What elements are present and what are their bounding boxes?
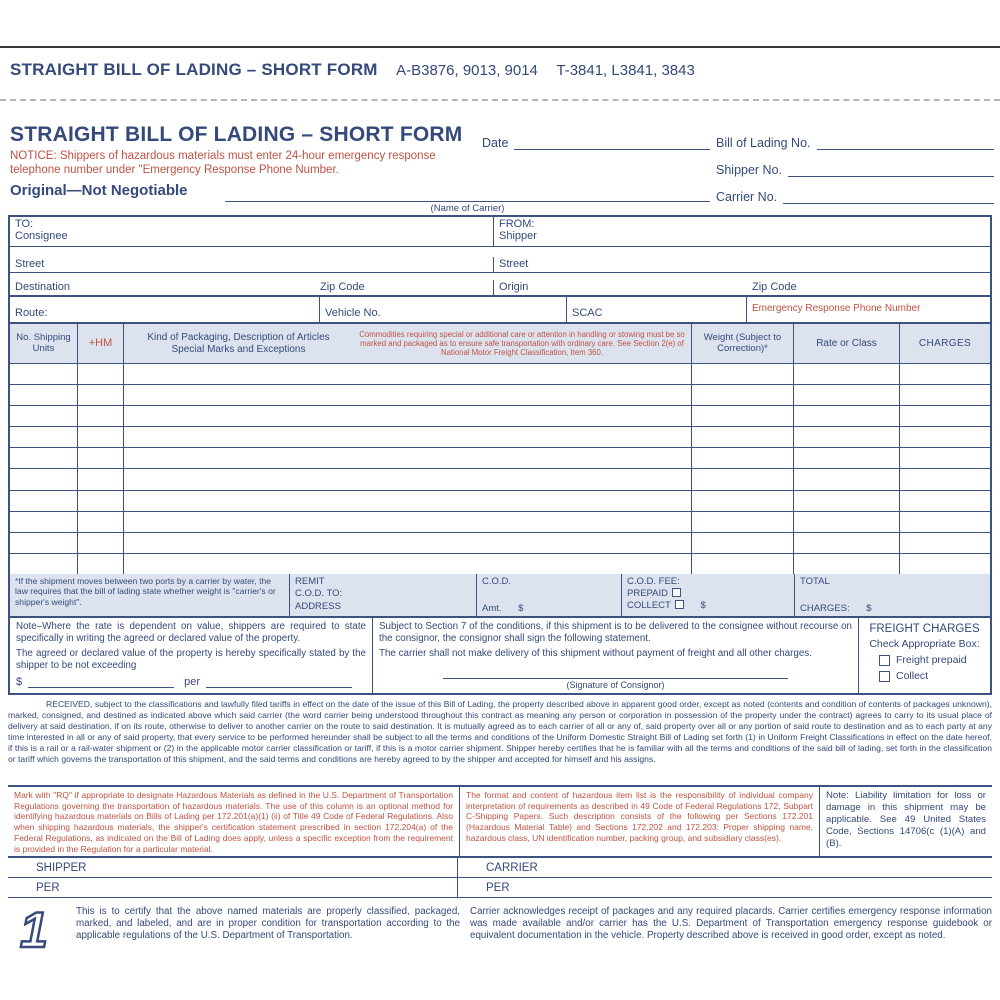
declared-value-cell [10,618,373,693]
col-rate-or-class: Rate or Class [794,324,900,363]
shipper-street-cell[interactable] [494,257,990,272]
amt-label: Amt. [482,603,502,614]
value-section [8,618,992,695]
date-label: Date [482,136,509,150]
table-row[interactable] [10,406,990,427]
name-of-carrier-field[interactable] [225,180,710,202]
section7-cell [373,618,859,693]
table-body [10,364,990,574]
col-description [124,324,692,363]
bill-of-lading-no-label: Bill of Lading No. [716,136,811,150]
col-description-line2: Special Marks and Exceptions [171,343,306,355]
total-charges-label: CHARGES: [800,603,850,614]
consignee-street-cell[interactable] [10,257,494,272]
col-description-red-note: Commodities requiring special or additional care or attention in handling or stowing must be so marked and packaged as to ensure safe transportation with ordinary care. See Section 2(e) of National Motor Freight Classification, Item 360. [359,329,685,358]
value-note: Note–Where the rate is dependent on value, shippers are required to state specifically in writing the agreed or declared value of the property. [16,621,366,644]
total-label: TOTAL [800,576,830,587]
value-currency-symbol: $ [16,676,23,688]
section7-statement: The carrier shall not make delivery of this shipment without payment of freight and all other charges. [379,648,812,660]
per-unit-field[interactable] [206,677,352,688]
consignee-cell[interactable] [10,217,494,246]
carrier-per-label: PER [486,881,510,894]
address-grid [8,215,992,322]
commodities-table [8,322,992,576]
freight-charges-title: FREIGHT CHARGES [869,623,980,635]
consignee-label: Consignee [15,230,68,242]
stub-title: STRAIGHT BILL OF LADING – SHORT FORM [10,60,378,79]
hazmat-rq-note: Mark with "RQ" if appropriate to designate Hazardous Materials as defined in the U.S. Department of Transportation Regulations governing the transportation of hazardous materials. The use of this column is an optional method for identifying hazardous materials on Bills of Lading per 172.201(a)(1) (ii) of Title 49 Code of Federal Regulations. Also when shipping hazardous materials, the shipper's certification statement prescribed in section 172.204(a) of the Federal Regulations, as indicated on the Bill of Lading does apply, unless a specific exception from the requirement is provided in the Regulation for a particular material. [8,787,460,856]
table-row[interactable] [10,364,990,385]
shipper-certification-text: This is to certify that the above named materials are properly classified, packaged, marked, and labeled, and are in proper condition for transportation according to the applicable regulations of the U.S. Department of Transportation. [76,906,460,941]
carrier-acknowledgement-text: Carrier acknowledges receipt of packages and any required placards. Carrier certifies emergency response information was made available and/or carrier has the U.S. Department of Transportation emergency response guidebook or equivalent documentation in the vehicle. Property described above is received in good order, except as noted. [470,906,992,941]
consignor-signature-field[interactable] [443,667,788,679]
total-charges-cell[interactable] [795,574,990,616]
table-row[interactable] [10,512,990,533]
stub-form-numbers-a: A-B3876, 9013, 9014 [396,62,538,79]
table-header [10,324,990,364]
col-charges: CHARGES [918,337,972,349]
shipper-no-label: Shipper No. [716,163,783,177]
cod-amount-cell[interactable] [477,574,622,616]
destination-cell[interactable] [10,280,494,295]
shipper-signature-cell[interactable] [8,858,458,877]
col-hm: +HM [78,324,124,363]
section7-clause: Subject to Section 7 of the conditions, if this shipment is to be delivered to the consignee without recourse on the consignor, the consignor shall sign the following statement. [379,621,852,644]
hazmat-format-note: The format and content of hazardous item list is the responsibility of individual company interpretation of requirements as described in 49 Code of Federal Regulations 172, Subpart C-Shipping Papers. Such description consists of the following per Sections 172.201 (Hazardous Material Table) and Sections 172.202 and 172.203: Proper shipping name, hazardous class, UN identification number, packing group, and subsidiary class(es). [460,787,820,856]
freight-charges-cell [859,618,990,693]
zip-right-label: Zip Code [752,281,797,293]
collect-checkbox[interactable] [675,600,684,609]
copy-number-glyph [16,903,60,955]
carrier-no-field[interactable] [783,191,994,204]
emergency-phone-label: Emergency Response Phone Number [752,302,921,314]
liability-note: Note: Liability limitation for loss or damage in this shipment may be applicable. See 49 United States Code, Sections 14706(c (1)(A) and (B). [826,790,986,850]
to-label: TO: [15,218,34,230]
consignor-signature-block [443,667,788,690]
vehicle-no-cell[interactable] [320,297,567,322]
cod-fee-label: C.O.D. FEE: [627,576,680,587]
cod-fee-cell [622,574,795,616]
freight-prepaid-label: Freight prepaid [896,654,967,666]
name-of-carrier-caption: (Name of Carrier) [430,203,505,214]
shipper-row-label: SHIPPER [36,861,87,874]
carrier-per-cell[interactable] [458,878,992,897]
declared-value-field[interactable] [28,677,174,688]
freight-collect-label: Collect [896,670,929,682]
water-shipment-note: *If the shipment moves between two ports by a carrier by water, the law requires that the bill of lading state whether weight is "carrier's or shipper's weight". [10,574,290,616]
route-cell[interactable] [10,297,320,322]
origin-cell[interactable] [494,280,990,295]
declared-value-line [16,676,352,688]
amt-currency-symbol: $ [518,603,524,614]
page-title: STRAIGHT BILL OF LADING – SHORT FORM [10,123,463,146]
table-row[interactable] [10,427,990,448]
shipper-per-label: PER [36,881,60,894]
form-stub-header [10,60,695,80]
shipper-per-cell[interactable] [8,878,458,897]
route-label: Route: [15,307,48,319]
hazmat-notes [8,785,992,858]
col-description-line1: Kind of Packaging, Description of Articles [147,332,330,344]
remit-label: REMIT [295,576,325,587]
shipper-label: Shipper [499,230,537,242]
scac-label: SCAC [572,307,603,319]
value-statement: The agreed or declared value of the property is hereby specifically stated by the shipper to be not exceeding [16,648,366,671]
total-currency-symbol: $ [866,603,872,614]
perforation-line [0,99,1000,101]
original-not-negotiable-label: Original—Not Negotiable [10,182,188,199]
collect-label: COLLECT [627,599,671,611]
date-field[interactable] [514,137,710,150]
shipper-cell[interactable] [494,217,990,246]
consignor-signature-caption: (Signature of Consignor) [566,680,665,690]
emergency-phone-cell[interactable] [747,297,990,322]
prepaid-checkbox[interactable] [672,588,681,597]
table-row[interactable] [10,491,990,512]
freight-prepaid-option [879,654,984,666]
cod-label: C.O.D. [482,576,512,587]
carrier-no-row [716,190,994,204]
cod-band [8,574,992,618]
bill-of-lading-no-field[interactable] [817,137,994,150]
name-of-carrier-block [225,180,710,214]
freight-prepaid-checkbox[interactable] [879,655,890,666]
carrier-row-label: CARRIER [486,861,538,874]
zip-left-label: Zip Code [320,281,365,293]
scac-cell[interactable] [567,297,747,322]
shipper-no-field[interactable] [788,164,994,177]
table-row[interactable] [10,533,990,554]
prepaid-label: PREPAID [627,587,669,599]
freight-collect-checkbox[interactable] [879,671,890,682]
freight-charges-subtitle: Check Appropriate Box: [869,638,980,650]
per-label: per [184,676,201,688]
carrier-no-label: Carrier No. [716,190,778,204]
cod-to-label: C.O.D. TO: [295,588,343,600]
table-row[interactable] [10,385,990,406]
fee-currency-symbol: $ [700,599,706,611]
date-row [482,136,710,150]
col-description-title [126,332,351,354]
vehicle-no-label: Vehicle No. [325,307,381,319]
col-weight: Weight (Subject to Correction)* [692,324,794,363]
table-row[interactable] [10,554,990,574]
table-row[interactable] [10,469,990,490]
hazmat-notice: NOTICE: Shippers of hazardous materials must enter 24-hour emergency response telephone number under "Emergency Response Phone Number. [10,150,436,177]
remit-cod-cell[interactable] [290,574,477,616]
copy-number-text: 1 [20,903,48,955]
copy-number [16,903,60,960]
received-clause: RECEIVED, subject to the classifications and lawfully filed tariffs in effect on the date of the issue of this Bill of Lading, the property described above in apparent good order, except as noted (contents and condition of contents of packages unknown), marked, consigned, and destined as indicated above which said carrier (the word carrier being understood throughout this contract as meaning any person or corporation in possession of the property under the contract) agrees to carry to its usual place of delivery at said destination, if on its route, otherwise to deliver to another carrier on the route to said destination. It is mutually agreed as to each carrier of all or any of, said property over all or any portion of said route to destination and as to each party at any time interested in all or any of said property, that every service to be performed hereunder shall be subject to all the terms and conditions of the Uniform Domestic Straight Bill of Lading set forth (1) in Uniform Freight Classifications in effect on the date hereof, if this is a rail or a rail-water shipment or (2) in the applicable motor carrier classification or tariff, if this is a motor carrier shipment. Shipper hereby certifies that he is familiar with all the terms and conditions of the said bill of lading, set forth in the classification or tariff which governs the transportation of this shipment, and the said terms and conditions are hereby agreed to by the shipper and accepted for himself and his assigns. [8,699,992,764]
bill-of-lading-no-row [716,136,994,150]
street-right-label: Street [499,258,529,270]
address-label: ADDRESS [295,600,341,612]
collect-option [879,670,984,682]
from-label: FROM: [499,218,535,230]
origin-label: Origin [499,281,529,293]
stub-form-numbers-t: T-3841, L3841, 3843 [556,62,695,79]
signature-rows [8,858,992,898]
destination-label: Destination [15,281,71,293]
carrier-signature-cell[interactable] [458,858,992,877]
paper-top-edge [0,46,1000,48]
col-shipping-units: No. Shipping Units [10,324,78,363]
shipper-no-row [716,163,994,177]
table-row[interactable] [10,448,990,469]
street-left-label: Street [15,258,45,270]
